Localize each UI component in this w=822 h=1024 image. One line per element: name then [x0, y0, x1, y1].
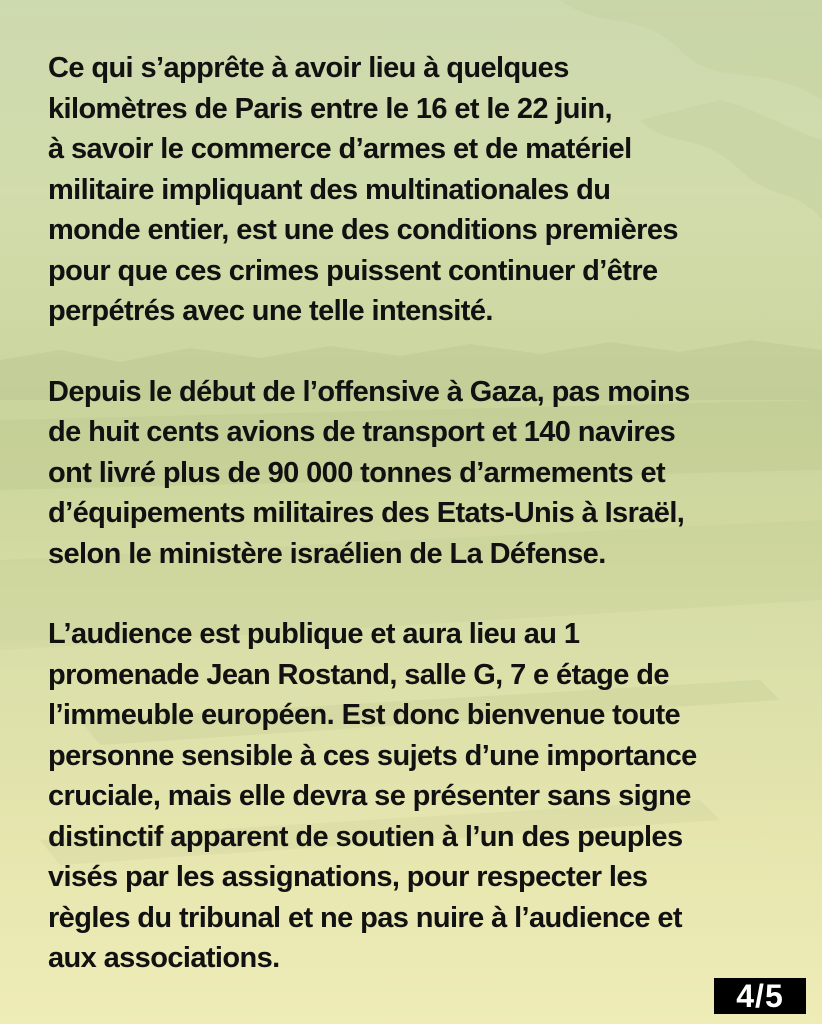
paragraph-arms-trade: Ce qui s’apprête à avoir lieu à quelques kilomètres de Paris entre le 16 et le 22 juin, à savoir le commerce d’armes et de matériel militaire impliquant des multinationales du monde entier, est une des conditions premières pour que ces crimes puissent continuer d’être perpétrés avec une telle intensité. [48, 52, 678, 327]
page-indicator-badge: 4/5 [714, 978, 806, 1014]
paragraph-gaza-deliveries: Depuis le début de l’offensive à Gaza, pas moins de huit cents avions de transport et 140 navires ont livré plus de 90 000 tonnes d’armements et d’équipements militaires des Etats-Unis à Israël, selon le ministère israélien de La Défense. [48, 375, 690, 570]
paragraph-hearing-info: L’audience est publique et aura lieu au 1 promenade Jean Rostand, salle G, 7 e étage de l’immeuble européen. Est donc bienvenue toute personne sensible à ces sujets d’une importance cruciale, mais elle devra se présenter sans signe distinctif apparent de soutien à l’un des peuples visés par les assignations, pour respecter les règles du tribunal et ne pas nuire à l’audience et aux associations. [48, 618, 697, 974]
text-body [48, 48, 788, 1019]
